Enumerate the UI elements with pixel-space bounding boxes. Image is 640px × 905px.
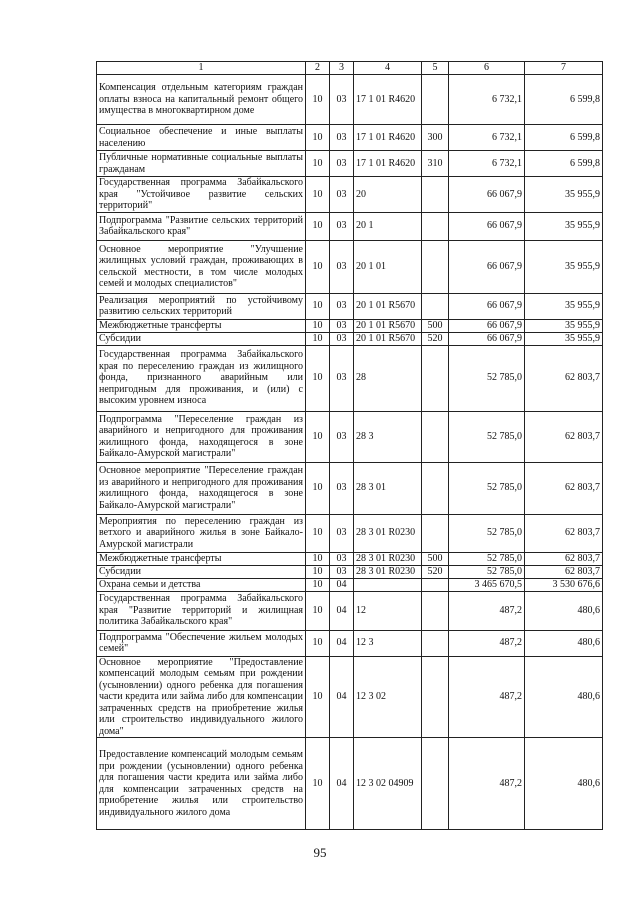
subsection-code: 03 (330, 75, 354, 125)
item-name: Социальное обеспечение и иные выплаты населению (97, 125, 306, 151)
expense-type-code (422, 177, 449, 213)
item-name: Государственная программа Забайкальского края по переселению граждан из жилищного фонда, признанного аварийным или непригодным для проживания, и (или) с высоким уровнем износа (97, 345, 306, 411)
target-article-code: 17 1 01 R4620 (354, 151, 422, 177)
amount-year-2: 35 955,9 (525, 177, 603, 213)
amount-year-1: 52 785,0 (449, 565, 525, 578)
expense-type-code (422, 591, 449, 630)
column-number: 4 (354, 62, 422, 75)
subsection-code: 04 (330, 630, 354, 656)
item-name: Предоставление компенсаций молодым семьям при рождении (усыновлении) одного ребенка для погашения части кредита или займа либо для компенсации затраченных средств на приобретение жилья или строительство индивидуального жилого дома (97, 738, 306, 830)
subsection-code: 03 (330, 345, 354, 411)
target-article-code: 20 1 (354, 212, 422, 240)
subsection-code: 03 (330, 565, 354, 578)
amount-year-1: 52 785,0 (449, 411, 525, 462)
item-name: Субсидии (97, 332, 306, 345)
target-article-code: 28 3 01 (354, 462, 422, 514)
item-name: Реализация мероприятий по устойчивому развитию сельских территорий (97, 293, 306, 319)
section-code: 10 (306, 151, 330, 177)
section-code: 10 (306, 591, 330, 630)
target-article-code: 12 3 (354, 630, 422, 656)
table-row (97, 345, 603, 411)
amount-year-2: 3 530 676,6 (525, 578, 603, 591)
amount-year-2: 6 599,8 (525, 151, 603, 177)
table-row (97, 293, 603, 319)
amount-year-2: 62 803,7 (525, 552, 603, 565)
amount-year-2: 480,6 (525, 738, 603, 830)
item-name: Основное мероприятие "Улучшение жилищных условий граждан, проживающих в сельской местности, в том числе молодых семей и молодых специалистов" (97, 240, 306, 293)
amount-year-1: 6 732,1 (449, 151, 525, 177)
target-article-code: 20 (354, 177, 422, 213)
column-number: 7 (525, 62, 603, 75)
amount-year-2: 62 803,7 (525, 565, 603, 578)
column-number: 1 (97, 62, 306, 75)
item-name: Государственная программа Забайкальского края "Устойчивое развитие сельских территорий" (97, 177, 306, 213)
amount-year-2: 35 955,9 (525, 293, 603, 319)
table-row (97, 514, 603, 552)
expense-type-code (422, 578, 449, 591)
column-number-row (97, 62, 603, 75)
amount-year-2: 62 803,7 (525, 514, 603, 552)
section-code: 10 (306, 565, 330, 578)
amount-year-1: 66 067,9 (449, 177, 525, 213)
column-number: 2 (306, 62, 330, 75)
table-row (97, 151, 603, 177)
subsection-code: 04 (330, 738, 354, 830)
table-row (97, 177, 603, 213)
amount-year-2: 480,6 (525, 591, 603, 630)
column-number: 5 (422, 62, 449, 75)
target-article-code: 28 (354, 345, 422, 411)
expense-type-code (422, 514, 449, 552)
section-code: 10 (306, 514, 330, 552)
amount-year-2: 480,6 (525, 656, 603, 738)
section-code: 10 (306, 738, 330, 830)
amount-year-1: 52 785,0 (449, 462, 525, 514)
amount-year-1: 487,2 (449, 591, 525, 630)
section-code: 10 (306, 332, 330, 345)
expense-type-code: 310 (422, 151, 449, 177)
target-article-code: 28 3 01 R0230 (354, 565, 422, 578)
section-code: 10 (306, 578, 330, 591)
table-row (97, 411, 603, 462)
amount-year-1: 66 067,9 (449, 332, 525, 345)
table-row (97, 332, 603, 345)
subsection-code: 03 (330, 125, 354, 151)
expense-type-code (422, 656, 449, 738)
expense-type-code (422, 630, 449, 656)
subsection-code: 03 (330, 293, 354, 319)
amount-year-1: 52 785,0 (449, 345, 525, 411)
amount-year-1: 66 067,9 (449, 240, 525, 293)
amount-year-1: 66 067,9 (449, 293, 525, 319)
amount-year-2: 35 955,9 (525, 332, 603, 345)
amount-year-2: 480,6 (525, 630, 603, 656)
target-article-code: 17 1 01 R4620 (354, 75, 422, 125)
expense-type-code (422, 293, 449, 319)
table-row (97, 552, 603, 565)
amount-year-1: 52 785,0 (449, 514, 525, 552)
item-name: Государственная программа Забайкальского края "Развитие территорий и жилищная политика Забайкальского края" (97, 591, 306, 630)
amount-year-2: 62 803,7 (525, 462, 603, 514)
table-row (97, 656, 603, 738)
target-article-code: 12 (354, 591, 422, 630)
section-code: 10 (306, 656, 330, 738)
amount-year-2: 62 803,7 (525, 411, 603, 462)
subsection-code: 04 (330, 591, 354, 630)
section-code: 10 (306, 552, 330, 565)
amount-year-2: 6 599,8 (525, 75, 603, 125)
expense-type-code (422, 212, 449, 240)
target-article-code: 20 1 01 (354, 240, 422, 293)
amount-year-2: 6 599,8 (525, 125, 603, 151)
section-code: 10 (306, 319, 330, 332)
amount-year-2: 35 955,9 (525, 240, 603, 293)
target-article-code: 12 3 02 (354, 656, 422, 738)
expense-type-code (422, 411, 449, 462)
amount-year-1: 487,2 (449, 630, 525, 656)
target-article-code: 12 3 02 04909 (354, 738, 422, 830)
item-name: Подпрограмма "Развитие сельских территорий Забайкальского края" (97, 212, 306, 240)
item-name: Межбюджетные трансферты (97, 552, 306, 565)
subsection-code: 03 (330, 319, 354, 332)
target-article-code: 20 1 01 R5670 (354, 319, 422, 332)
section-code: 10 (306, 212, 330, 240)
expense-type-code: 520 (422, 565, 449, 578)
target-article-code: 17 1 01 R4620 (354, 125, 422, 151)
column-number: 6 (449, 62, 525, 75)
table-row (97, 591, 603, 630)
target-article-code: 28 3 01 R0230 (354, 514, 422, 552)
amount-year-1: 66 067,9 (449, 212, 525, 240)
amount-year-1: 6 732,1 (449, 75, 525, 125)
expense-type-code (422, 75, 449, 125)
expense-type-code (422, 345, 449, 411)
subsection-code: 04 (330, 578, 354, 591)
target-article-code (354, 578, 422, 591)
budget-table (96, 61, 603, 830)
amount-year-2: 62 803,7 (525, 345, 603, 411)
section-code: 10 (306, 462, 330, 514)
column-number: 3 (330, 62, 354, 75)
table-row (97, 75, 603, 125)
subsection-code: 03 (330, 462, 354, 514)
subsection-code: 03 (330, 552, 354, 565)
section-code: 10 (306, 293, 330, 319)
table-row (97, 738, 603, 830)
target-article-code: 20 1 01 R5670 (354, 293, 422, 319)
table-row (97, 319, 603, 332)
amount-year-1: 487,2 (449, 656, 525, 738)
expense-type-code: 520 (422, 332, 449, 345)
expense-type-code (422, 240, 449, 293)
subsection-code: 03 (330, 514, 354, 552)
amount-year-2: 35 955,9 (525, 212, 603, 240)
target-article-code: 28 3 (354, 411, 422, 462)
expense-type-code: 500 (422, 319, 449, 332)
amount-year-1: 487,2 (449, 738, 525, 830)
amount-year-2: 35 955,9 (525, 319, 603, 332)
table-row (97, 125, 603, 151)
item-name: Мероприятия по переселению граждан из ветхого и аварийного жилья в зоне Байкало-Амурской магистрали (97, 514, 306, 552)
expense-type-code (422, 738, 449, 830)
item-name: Подпрограмма "Переселение граждан из аварийного и непригодного для проживания жилищного фонда, находящегося в зоне Байкало-Амурской магистрали" (97, 411, 306, 462)
section-code: 10 (306, 125, 330, 151)
table-row (97, 462, 603, 514)
expense-type-code: 500 (422, 552, 449, 565)
expense-type-code: 300 (422, 125, 449, 151)
target-article-code: 28 3 01 R0230 (354, 552, 422, 565)
item-name: Подпрограмма "Обеспечение жильем молодых семей" (97, 630, 306, 656)
target-article-code: 20 1 01 R5670 (354, 332, 422, 345)
expense-type-code (422, 462, 449, 514)
subsection-code: 03 (330, 332, 354, 345)
table-row (97, 630, 603, 656)
amount-year-1: 3 465 670,5 (449, 578, 525, 591)
section-code: 10 (306, 630, 330, 656)
item-name: Субсидии (97, 565, 306, 578)
item-name: Компенсация отдельным категориям граждан оплаты взноса на капитальный ремонт общего имущества в многоквартирном доме (97, 75, 306, 125)
amount-year-1: 52 785,0 (449, 552, 525, 565)
section-code: 10 (306, 75, 330, 125)
item-name: Основное мероприятие "Предоставление компенсаций молодым семьям при рождении (усыновлении) одного ребенка для погашения части кредита или займа либо для компенсации затраченных средств на приобретение жилья или строительство индивидуального жилого дома" (97, 656, 306, 738)
subsection-code: 03 (330, 177, 354, 213)
section-code: 10 (306, 240, 330, 293)
subsection-code: 04 (330, 656, 354, 738)
section-code: 10 (306, 411, 330, 462)
item-name: Межбюджетные трансферты (97, 319, 306, 332)
subsection-code: 03 (330, 151, 354, 177)
section-code: 10 (306, 345, 330, 411)
subsection-code: 03 (330, 240, 354, 293)
table-row (97, 240, 603, 293)
table-row (97, 565, 603, 578)
subsection-code: 03 (330, 212, 354, 240)
table-row (97, 212, 603, 240)
section-code: 10 (306, 177, 330, 213)
subsection-code: 03 (330, 411, 354, 462)
table-row (97, 578, 603, 591)
amount-year-1: 66 067,9 (449, 319, 525, 332)
item-name: Охрана семьи и детства (97, 578, 306, 591)
item-name: Основное мероприятие "Переселение граждан из аварийного и непригодного для проживания жилищного фонда, находящегося в зоне Байкало-Амурской магистрали" (97, 462, 306, 514)
page-number: 95 (313, 845, 327, 860)
item-name: Публичные нормативные социальные выплаты гражданам (97, 151, 306, 177)
amount-year-1: 6 732,1 (449, 125, 525, 151)
